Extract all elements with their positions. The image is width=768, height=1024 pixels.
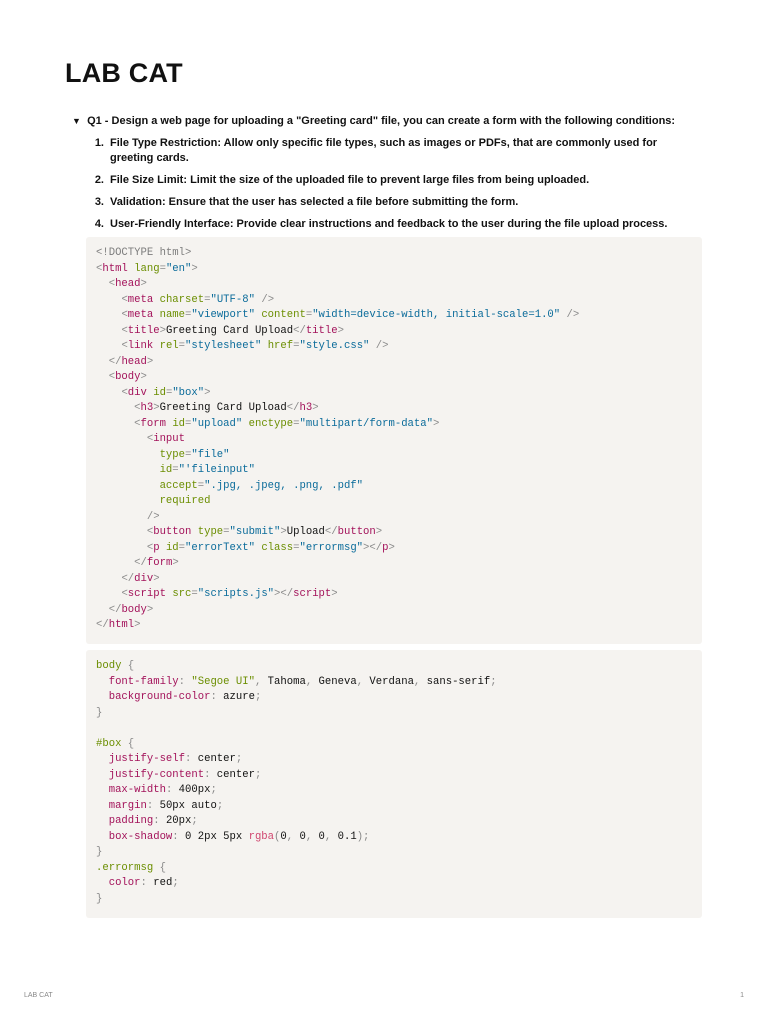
list-text: Validation: Ensure that the user has selected a file before submitting the form. bbox=[110, 196, 519, 208]
code-line bbox=[96, 525, 692, 541]
code-token: html bbox=[102, 262, 128, 275]
code-token: </ bbox=[108, 603, 122, 616]
code-token: padding bbox=[108, 815, 154, 827]
code-line bbox=[96, 783, 692, 799]
code-token: Greeting Card Upload bbox=[159, 402, 287, 414]
code-token: "en" bbox=[165, 262, 192, 275]
code-token: id bbox=[172, 417, 186, 430]
code-line bbox=[96, 768, 692, 784]
code-token: ); bbox=[356, 830, 370, 843]
code-token: title bbox=[305, 324, 338, 337]
code-token: "file" bbox=[191, 448, 230, 461]
html-code-block bbox=[86, 237, 702, 644]
code-token: max-width bbox=[108, 784, 166, 796]
code-token: meta bbox=[127, 293, 154, 306]
code-line bbox=[96, 339, 692, 355]
code-token: > bbox=[191, 262, 198, 275]
code-token: input bbox=[153, 433, 186, 445]
list-number: 2. bbox=[94, 174, 104, 186]
code-line bbox=[96, 463, 692, 479]
code-token: background-color bbox=[108, 691, 211, 703]
code-token: type bbox=[197, 526, 224, 538]
page-title: LAB CAT bbox=[65, 58, 183, 88]
list-text: File Type Restriction: Allow only specific file types, such as images or PDFs, that are commonly used for greeting cards. bbox=[110, 137, 658, 164]
code-token bbox=[96, 356, 109, 368]
code-line bbox=[96, 541, 692, 557]
code-line bbox=[96, 308, 692, 324]
code-token: = bbox=[185, 448, 192, 461]
code-token: , bbox=[324, 830, 332, 843]
code-token: </ bbox=[96, 619, 109, 631]
code-token: ></ bbox=[274, 588, 294, 600]
question-toggle[interactable] bbox=[72, 114, 712, 128]
code-token: title bbox=[127, 324, 160, 337]
code-token: /> bbox=[261, 293, 275, 306]
code-token: button bbox=[153, 526, 192, 538]
code-line bbox=[96, 737, 692, 753]
code-token: , bbox=[356, 675, 364, 688]
code-token bbox=[96, 387, 121, 399]
code-token: ; bbox=[490, 675, 497, 688]
code-token: > bbox=[146, 603, 154, 616]
code-token: 400px bbox=[172, 784, 211, 796]
code-token: sans-serif bbox=[420, 675, 491, 688]
code-token bbox=[96, 511, 147, 523]
code-token: </ bbox=[286, 402, 300, 414]
code-line bbox=[96, 752, 692, 768]
code-line bbox=[96, 277, 692, 293]
code-token: "'fileinput" bbox=[178, 464, 255, 476]
list-item bbox=[84, 173, 684, 188]
code-token: </ bbox=[324, 526, 338, 538]
code-token: ; bbox=[235, 753, 243, 765]
code-token: < bbox=[146, 433, 154, 445]
code-line bbox=[96, 603, 692, 619]
code-token: 20px bbox=[159, 815, 192, 827]
code-token: : bbox=[210, 691, 217, 703]
code-token: name bbox=[159, 309, 186, 321]
code-token: "Segoe UI" bbox=[191, 675, 255, 688]
code-token: } bbox=[96, 892, 103, 905]
code-token: > bbox=[153, 402, 160, 414]
code-token: = bbox=[223, 526, 230, 538]
code-token: </ bbox=[293, 324, 306, 337]
code-token: body bbox=[121, 603, 147, 616]
code-token: /> bbox=[146, 510, 160, 523]
code-token: < bbox=[121, 293, 128, 306]
code-token: h3 bbox=[299, 402, 313, 414]
code-token: "upload" bbox=[191, 417, 243, 430]
code-token: = bbox=[191, 588, 198, 600]
code-token: "scripts.js" bbox=[197, 588, 275, 600]
code-line bbox=[96, 690, 692, 706]
code-token: "style.css" bbox=[299, 340, 370, 352]
code-token: link bbox=[127, 340, 154, 352]
code-token: #box bbox=[96, 737, 122, 750]
code-token: > bbox=[280, 526, 287, 538]
code-token: margin bbox=[108, 799, 147, 812]
code-line bbox=[96, 401, 692, 417]
code-token bbox=[96, 784, 109, 796]
question-text: Q1 - Design a web page for uploading a "Greeting card" file, you can create a form with the following conditions: bbox=[87, 115, 676, 127]
code-token: html bbox=[108, 619, 135, 631]
code-token: , bbox=[413, 675, 421, 688]
code-token: justify-content bbox=[108, 768, 205, 781]
code-token: ".jpg, .jpeg, .png, .pdf" bbox=[204, 479, 364, 492]
code-token: ></ bbox=[363, 541, 383, 554]
code-token: < bbox=[108, 278, 116, 290]
code-token: href bbox=[267, 340, 294, 352]
code-token: "submit" bbox=[229, 526, 281, 538]
code-token: azure bbox=[216, 691, 255, 703]
code-token: type bbox=[159, 448, 186, 461]
code-token: 0.1 bbox=[331, 830, 357, 843]
code-token: { bbox=[127, 737, 135, 750]
code-token: : bbox=[204, 768, 211, 781]
code-token: id bbox=[153, 386, 166, 399]
code-token: </ bbox=[108, 355, 122, 368]
code-token: form bbox=[146, 557, 173, 569]
page-number: 1 bbox=[740, 992, 744, 999]
code-token: body bbox=[96, 660, 122, 672]
code-token: /> bbox=[566, 309, 580, 321]
code-token: "multipart/form-data" bbox=[299, 417, 433, 430]
code-token: body bbox=[115, 371, 141, 383]
code-token: = bbox=[159, 262, 166, 275]
code-token: Verdana bbox=[363, 675, 414, 688]
list-number: 3. bbox=[94, 196, 104, 208]
code-token bbox=[96, 325, 121, 337]
code-token: p bbox=[382, 541, 389, 554]
code-token bbox=[96, 753, 109, 765]
code-line bbox=[96, 618, 692, 634]
code-token bbox=[96, 815, 109, 827]
code-token: form bbox=[140, 417, 166, 430]
code-token: ; bbox=[216, 799, 224, 812]
code-line bbox=[96, 659, 692, 675]
code-line bbox=[96, 861, 692, 877]
code-token: 0 2px 5px bbox=[178, 830, 249, 843]
code-line bbox=[96, 386, 692, 402]
code-line bbox=[96, 830, 692, 846]
code-token: id bbox=[159, 464, 173, 476]
code-token: < bbox=[121, 340, 128, 352]
code-token: center bbox=[210, 768, 255, 781]
code-token: rel bbox=[159, 340, 179, 352]
code-line bbox=[96, 706, 692, 722]
code-token: 50px auto bbox=[153, 799, 217, 812]
css-code-block bbox=[86, 650, 702, 918]
code-token: button bbox=[337, 526, 376, 538]
code-token: > bbox=[134, 619, 141, 631]
code-token bbox=[96, 418, 134, 430]
code-token bbox=[96, 676, 109, 688]
code-token: ; bbox=[254, 768, 262, 781]
list-item bbox=[84, 136, 684, 166]
css-code bbox=[96, 659, 692, 907]
code-line bbox=[96, 432, 692, 448]
code-token bbox=[96, 588, 121, 600]
code-token: : bbox=[185, 753, 192, 765]
code-token: required bbox=[159, 495, 211, 507]
code-token: : bbox=[178, 675, 186, 688]
code-line bbox=[96, 587, 692, 603]
html-code bbox=[96, 246, 692, 634]
code-token: > bbox=[159, 324, 166, 337]
code-line bbox=[96, 510, 692, 526]
code-token bbox=[96, 449, 160, 461]
code-token: = bbox=[185, 309, 192, 321]
code-token: > bbox=[140, 278, 147, 290]
code-token bbox=[96, 800, 109, 812]
code-token bbox=[96, 769, 109, 781]
code-token: > bbox=[312, 402, 319, 414]
code-token bbox=[96, 691, 109, 703]
code-token: < bbox=[146, 541, 154, 554]
code-token: < bbox=[121, 324, 128, 337]
code-token: { bbox=[159, 861, 166, 874]
code-token: = bbox=[293, 340, 300, 352]
code-token: = bbox=[172, 464, 179, 476]
code-token: < bbox=[121, 386, 128, 399]
code-line bbox=[96, 675, 692, 691]
code-token bbox=[96, 542, 147, 554]
code-token: head bbox=[121, 355, 147, 368]
code-token: box-shadow bbox=[108, 830, 173, 843]
code-token bbox=[96, 604, 109, 616]
code-token: <!DOCTYPE html> bbox=[96, 247, 192, 259]
code-token bbox=[96, 294, 121, 306]
code-token: div bbox=[134, 572, 154, 585]
code-token: ; bbox=[210, 784, 217, 796]
code-token: meta bbox=[127, 309, 154, 321]
code-token: id bbox=[165, 541, 179, 554]
code-token: ( bbox=[274, 830, 281, 843]
code-line bbox=[96, 494, 692, 510]
code-token: justify-self bbox=[108, 753, 186, 765]
code-token bbox=[96, 433, 147, 445]
code-token: accept bbox=[159, 479, 198, 492]
code-token: src bbox=[172, 588, 192, 600]
code-token: 0 bbox=[312, 830, 325, 843]
code-token: 0 bbox=[280, 830, 287, 843]
code-token: Tahoma bbox=[261, 675, 306, 688]
code-token: div bbox=[127, 386, 147, 399]
code-line bbox=[96, 556, 692, 572]
code-token: < bbox=[146, 526, 154, 538]
code-token: red bbox=[146, 877, 173, 889]
list-text: User-Friendly Interface: Provide clear instructions and feedback to the user during the file upload process. bbox=[110, 218, 668, 230]
code-token: Greeting Card Upload bbox=[165, 324, 294, 337]
code-token: script bbox=[127, 588, 166, 600]
code-token: content bbox=[261, 309, 306, 321]
code-token: rgba bbox=[248, 830, 275, 843]
code-token: : bbox=[172, 830, 179, 843]
code-token: color bbox=[108, 877, 141, 889]
code-token bbox=[96, 557, 134, 569]
code-token: "UTF-8" bbox=[210, 293, 255, 306]
code-line bbox=[96, 892, 692, 908]
code-token: < bbox=[134, 417, 141, 430]
code-line bbox=[96, 876, 692, 892]
footer-doc-title: LAB CAT bbox=[24, 992, 53, 999]
code-token: "errorText" bbox=[185, 541, 255, 554]
code-token: = bbox=[305, 309, 313, 321]
code-token bbox=[96, 495, 160, 507]
code-line bbox=[96, 721, 692, 737]
code-token: ; bbox=[191, 815, 198, 827]
code-token: > bbox=[140, 371, 147, 383]
code-line bbox=[96, 293, 692, 309]
code-token: "width=device-width, initial-scale=1.0" bbox=[312, 309, 561, 321]
code-token bbox=[96, 278, 109, 290]
code-token: "box" bbox=[172, 386, 205, 399]
code-token: center bbox=[191, 753, 236, 765]
code-line bbox=[96, 324, 692, 340]
list-number: 4. bbox=[94, 218, 104, 230]
code-token: , bbox=[305, 830, 313, 843]
code-token: : bbox=[146, 799, 154, 812]
code-token: = bbox=[178, 340, 186, 352]
code-token: > bbox=[153, 572, 160, 585]
code-token: : bbox=[153, 815, 160, 827]
code-token: "viewport" bbox=[191, 309, 255, 321]
code-token: : bbox=[140, 877, 147, 889]
code-token: p bbox=[153, 541, 160, 554]
code-token: script bbox=[293, 588, 332, 600]
code-token: Geneva bbox=[312, 675, 357, 688]
code-line bbox=[96, 417, 692, 433]
conditions-list bbox=[84, 136, 684, 239]
code-token: > bbox=[433, 417, 440, 430]
code-line bbox=[96, 814, 692, 830]
code-token: = bbox=[204, 293, 211, 306]
code-token: > bbox=[172, 557, 179, 569]
code-token bbox=[96, 340, 121, 352]
code-token: , bbox=[305, 675, 313, 688]
list-number: 1. bbox=[94, 137, 104, 149]
code-token: Upload bbox=[286, 526, 325, 538]
code-token: head bbox=[115, 278, 141, 290]
list-item bbox=[84, 195, 684, 210]
code-token: > bbox=[337, 324, 344, 337]
code-line bbox=[96, 246, 692, 262]
code-line bbox=[96, 845, 692, 861]
code-token: ; bbox=[172, 877, 179, 889]
list-item bbox=[84, 217, 684, 232]
code-line bbox=[96, 262, 692, 278]
code-token: > bbox=[375, 526, 383, 538]
code-token: lang bbox=[134, 262, 160, 275]
code-token: = bbox=[293, 541, 300, 554]
code-token: , bbox=[254, 675, 262, 688]
code-token: > bbox=[331, 588, 338, 600]
code-token bbox=[96, 480, 160, 492]
code-token: > bbox=[388, 541, 395, 554]
code-token bbox=[96, 573, 121, 585]
code-token: = bbox=[197, 479, 205, 492]
code-token: enctype bbox=[248, 417, 294, 430]
code-token: } bbox=[96, 706, 103, 719]
code-token: </ bbox=[134, 557, 147, 569]
code-line bbox=[96, 370, 692, 386]
code-token: = bbox=[178, 541, 186, 554]
code-token: , bbox=[286, 830, 294, 843]
code-token: < bbox=[108, 371, 116, 383]
code-token: < bbox=[134, 402, 141, 414]
code-token: "stylesheet" bbox=[185, 340, 262, 352]
code-token: charset bbox=[159, 293, 205, 306]
code-token bbox=[96, 402, 134, 414]
code-line bbox=[96, 355, 692, 371]
list-text: File Size Limit: Limit the size of the uploaded file to prevent large files from being uploaded. bbox=[110, 174, 590, 186]
code-token: "errormsg" bbox=[299, 541, 364, 554]
code-token: < bbox=[121, 309, 128, 321]
code-token: < bbox=[96, 262, 103, 275]
code-token: .errormsg bbox=[96, 861, 154, 874]
code-token bbox=[96, 526, 147, 538]
code-token: > bbox=[146, 355, 154, 368]
code-token bbox=[96, 831, 109, 843]
toggle-triangle-icon[interactable]: ▼ bbox=[72, 116, 81, 126]
code-token: < bbox=[121, 588, 128, 600]
code-token bbox=[96, 309, 121, 321]
code-token: = bbox=[165, 386, 173, 399]
code-line bbox=[96, 799, 692, 815]
code-token: </ bbox=[121, 572, 135, 585]
code-token: /> bbox=[375, 340, 389, 352]
code-token: class bbox=[261, 541, 294, 554]
code-line bbox=[96, 448, 692, 464]
code-token: { bbox=[127, 660, 135, 672]
code-token: ; bbox=[254, 691, 262, 703]
code-token: = bbox=[185, 417, 192, 430]
code-token: > bbox=[204, 386, 211, 399]
code-token: : bbox=[165, 784, 173, 796]
code-token: font-family bbox=[108, 675, 179, 688]
code-line bbox=[96, 479, 692, 495]
code-token: h3 bbox=[140, 402, 154, 414]
code-line bbox=[96, 572, 692, 588]
code-token: } bbox=[96, 846, 103, 858]
code-token bbox=[96, 464, 160, 476]
code-token: = bbox=[293, 417, 300, 430]
code-token bbox=[96, 371, 109, 383]
code-token bbox=[96, 877, 109, 889]
code-token: 0 bbox=[293, 830, 306, 843]
